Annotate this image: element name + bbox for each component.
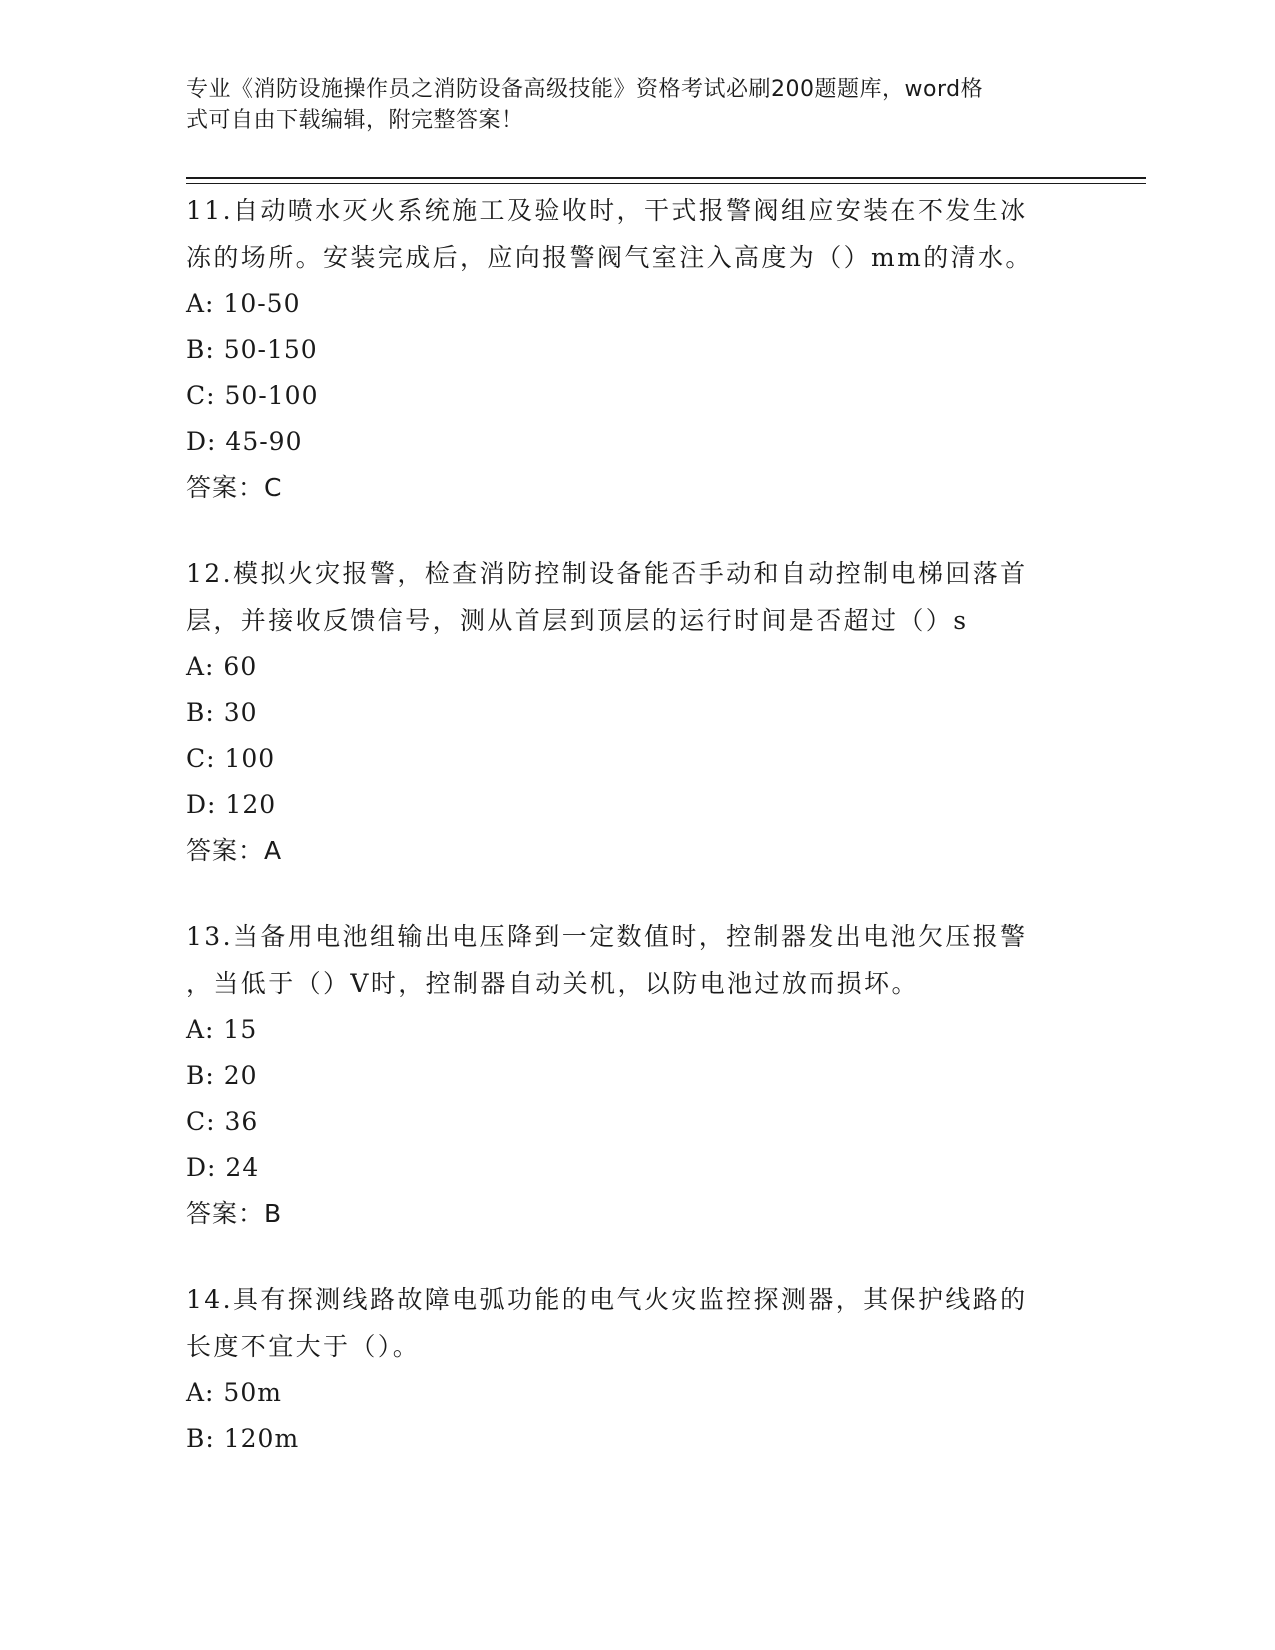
answer: 答案：B (186, 1199, 283, 1228)
option-a: A: 10-50 (186, 289, 301, 318)
option-list (186, 644, 1076, 828)
question-text (186, 913, 1076, 1007)
question-text-line-2: 冻的场所。安装完成后，应向报警阀气室注入高度为（）mm的清水。 (186, 243, 1033, 272)
option-list (186, 281, 1076, 465)
answer: 答案：A (186, 836, 283, 865)
option-a: A: 50m (186, 1378, 282, 1407)
question-text (186, 1276, 1076, 1370)
question-text-line-1: 11.自动喷水灭火系统施工及验收时，干式报警阀组应安装在不发生冰 (186, 196, 1028, 225)
question-11 (186, 187, 1076, 511)
question-12 (186, 550, 1076, 874)
option-a: A: 15 (186, 1015, 258, 1044)
header-line-1: 专业《消防设施操作员之消防设备高级技能》资格考试必刷200题题库，word格 (186, 77, 984, 102)
question-text-line-2: 层，并接收反馈信号，测从首层到顶层的运行时间是否超过（）s (186, 606, 969, 635)
question-text-line-2: ，当低于（）V时，控制器自动关机，以防电池过放而损坏。 (186, 969, 919, 998)
option-a: A: 60 (186, 652, 258, 681)
option-b: B: 20 (186, 1061, 258, 1090)
question-text-line-1: 12.模拟火灾报警，检查消防控制设备能否手动和自动控制电梯回落首 (186, 559, 1028, 588)
question-text-line-1: 14.具有探测线路故障电弧功能的电气火灾监控探测器，其保护线路的 (186, 1285, 1028, 1314)
header-divider-thick (186, 177, 1146, 179)
question-13 (186, 913, 1076, 1237)
option-list (186, 1370, 1076, 1462)
option-b: B: 30 (186, 698, 258, 727)
option-c: C: 50-100 (186, 381, 319, 410)
header-divider-thin (186, 183, 1146, 184)
option-d: D: 45-90 (186, 427, 303, 456)
option-d: D: 24 (186, 1153, 260, 1182)
option-d: D: 120 (186, 790, 277, 819)
question-text (186, 550, 1076, 644)
question-text-line-2: 长度不宜大于（）。 (186, 1332, 421, 1361)
question-text (186, 187, 1076, 281)
question-14 (186, 1276, 1076, 1462)
option-b: B: 50-150 (186, 335, 318, 364)
option-b: B: 120m (186, 1424, 300, 1453)
header-line-2: 式可自由下载编辑，附完整答案！ (186, 108, 524, 133)
option-c: C: 100 (186, 744, 276, 773)
question-text-line-1: 13.当备用电池组输出电压降到一定数值时，控制器发出电池欠压报警 (186, 922, 1028, 951)
document-header (186, 74, 1066, 136)
option-c: C: 36 (186, 1107, 259, 1136)
option-list (186, 1007, 1076, 1191)
answer: 答案：C (186, 473, 283, 502)
